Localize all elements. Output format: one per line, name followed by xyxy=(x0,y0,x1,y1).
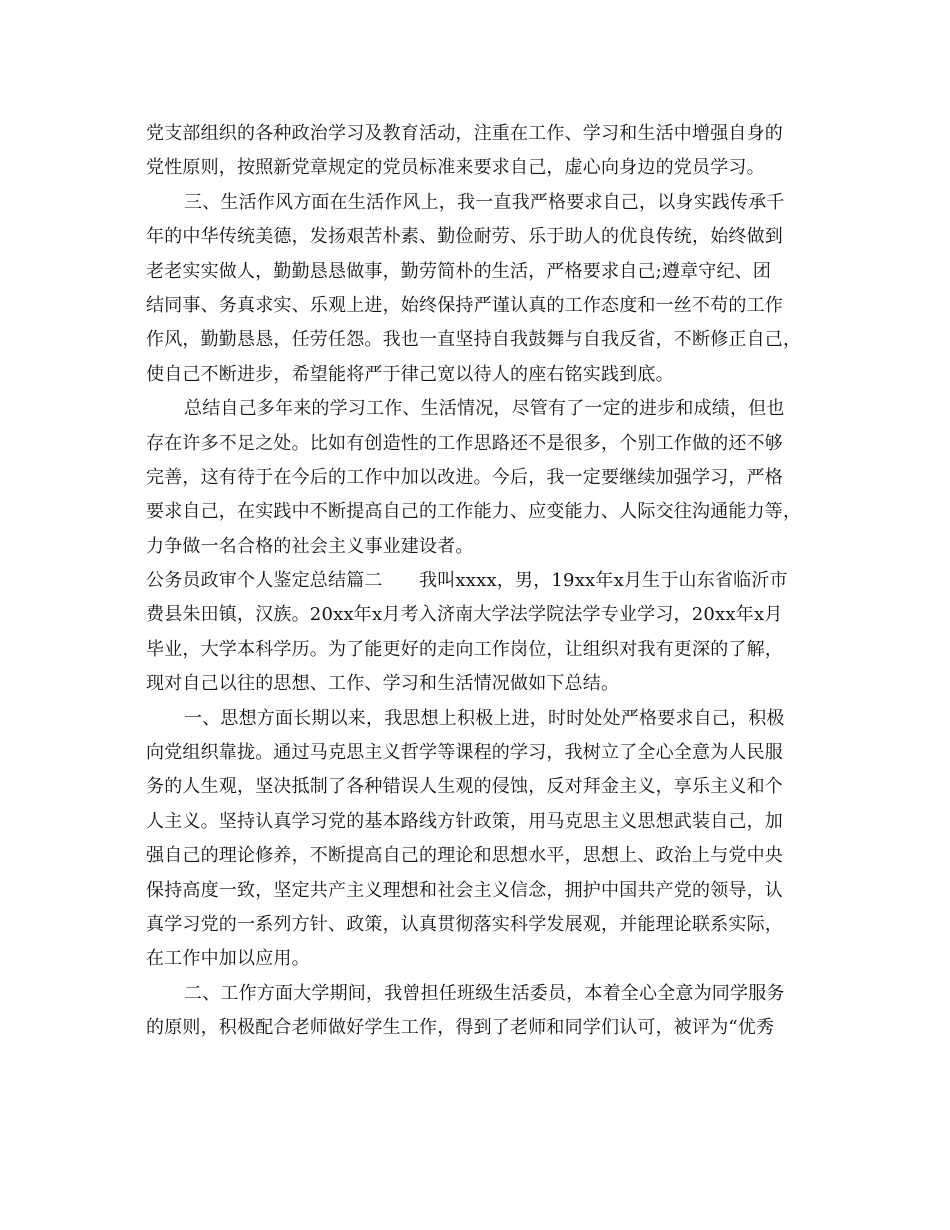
text-line: 力争做一名合格的社会主义事业建设者。 xyxy=(146,535,474,557)
text-line: 一、思想方面长期以来，我思想上积极上进，时时处处严格要求自己，积极 xyxy=(184,707,785,729)
text-line: 公务员政审个人鉴定总结篇二 我叫xxxx，男，19xx年x月生于山东省临沂市 xyxy=(146,570,788,592)
text-line: 人主义。坚持认真学习党的基本路线方针政策，用马克思主义思想武装自己，加 xyxy=(146,810,783,832)
text-line: 二、工作方面大学期间，我曾担任班级生活委员，本着全心全意为同学服务 xyxy=(184,982,785,1004)
text-line: 老老实实做人，勤勤恳恳做事，勤劳简朴的生活，严格要求自己;遵章守纪、团 xyxy=(146,260,772,282)
text-line: 党性原则，按照新党章规定的党员标准来要求自己，虚心向身边的党员学习。 xyxy=(146,157,765,179)
text-line: 现对自己以往的思想、工作、学习和生活情况做如下总结。 xyxy=(146,673,620,695)
text-line: 总结自己多年来的学习工作、生活情况，尽管有了一定的进步和成绩，但也 xyxy=(184,398,785,420)
text-line: 三、生活作风方面在生活作风上，我一直我严格要求自己，以身实践传承千 xyxy=(184,191,785,213)
text-line: 真学习党的一系列方针、政策，认真贯彻落实科学发展观，并能理论联系实际， xyxy=(146,913,783,935)
text-line: 党支部组织的各种政治学习及教育活动，注重在工作、学习和生活中增强自身的 xyxy=(146,123,783,144)
text-line: 完善，这有待于在今后的工作中加以改进。今后，我一定要继续加强学习，严格 xyxy=(146,466,783,488)
text-line: 年的中华传统美德，发扬艰苦朴素、勤俭耐劳、乐于助人的优良传统，始终做到 xyxy=(146,226,783,248)
text-line: 作风，勤勤恳恳，任劳任怨。我也一直坚持自我鼓舞与自我反省，不断修正自己， xyxy=(146,329,802,351)
text-line: 结同事、务真求实、乐观上进，始终保持严谨认真的工作态度和一丝不苟的工作 xyxy=(146,294,783,316)
text-line: 费县朱田镇，汉族。20xx年x月考入济南大学法学院法学专业学习，20xx年x月 xyxy=(146,604,783,626)
text-line: 的原则，积极配合老师做好学生工作，得到了老师和同学们认可，被评为“优秀 xyxy=(146,1017,775,1039)
text-line: 务的人生观，坚决抵制了各种错误人生观的侵蚀，反对拜金主义，享乐主义和个 xyxy=(146,776,783,798)
text-line: 使自己不断进步，希望能将严于律己宽以待人的座右铭实践到底。 xyxy=(146,363,674,385)
document-body xyxy=(146,117,811,1046)
text-line: 要求自己，在实践中不断提高自己的工作能力、应变能力、人际交往沟通能力等， xyxy=(146,501,802,523)
text-line: 毕业，大学本科学历。为了能更好的走向工作岗位，让组织对我有更深的了解， xyxy=(146,638,783,660)
text-line: 存在许多不足之处。比如有创造性的工作思路还不是很多，个别工作做的还不够 xyxy=(146,432,783,454)
text-line: 向党组织靠拢。通过马克思主义哲学等课程的学习，我树立了全心全意为人民服 xyxy=(146,742,783,764)
text-line: 强自己的理论修养，不断提高自己的理论和思想水平，思想上、政治上与党中央 xyxy=(146,845,783,867)
text-line: 在工作中加以应用。 xyxy=(146,948,310,970)
text-line: 保持高度一致，坚定共产主义理想和社会主义信念，拥护中国共产党的领导，认 xyxy=(146,879,783,901)
